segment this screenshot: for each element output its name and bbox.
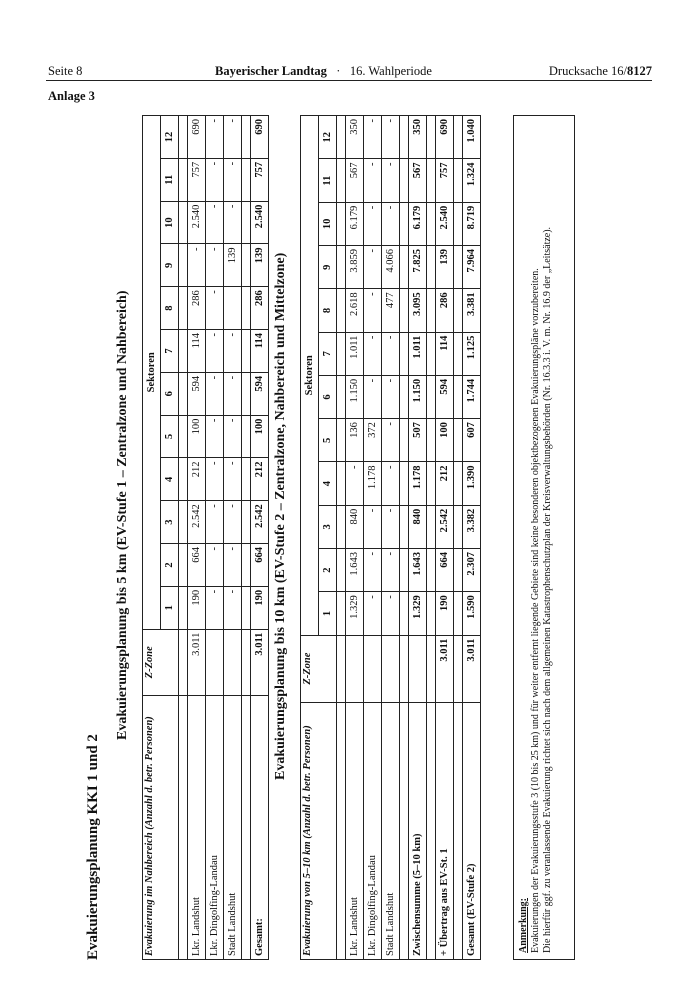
sector-value: -: [206, 458, 224, 501]
total-row: [463, 116, 481, 960]
sector-value: 212: [188, 458, 206, 501]
sector-value: 477: [382, 289, 400, 332]
sector-value: -: [224, 415, 242, 458]
sector-value: -: [346, 462, 364, 505]
sector-value: 1.590: [463, 592, 481, 635]
sector-value: -: [206, 415, 224, 458]
sector-number: 2: [319, 549, 337, 592]
table-spacer: [427, 116, 436, 960]
sector-value: -: [382, 419, 400, 462]
rotated-content: [85, 115, 615, 960]
table-row: [224, 116, 242, 960]
sector-value: 664: [188, 544, 206, 587]
sector-value: -: [224, 501, 242, 544]
sector-value: 190: [251, 586, 269, 629]
sector-number: 2: [161, 544, 179, 587]
sector-value: [224, 287, 242, 330]
sector-value: 100: [251, 415, 269, 458]
sector-value: 114: [436, 332, 454, 375]
zone-value: 3.011: [463, 635, 481, 702]
sector-value: 212: [436, 462, 454, 505]
row-label: Stadt Landshut: [382, 702, 400, 959]
sector-value: 2.542: [188, 501, 206, 544]
sector-value: 567: [409, 159, 427, 202]
table-spacer: [179, 116, 188, 960]
sector-value: 100: [436, 419, 454, 462]
sector-value: 1.040: [463, 116, 481, 159]
sector-number: 10: [319, 202, 337, 245]
note-line-2: Die hierfür ggf. zu veranlassende Evakuierung richtet sich nach dem allgemeinen Katastrophenschutzplan der Kreisverwaltungsbehörden (Nr. 16.3.3 i. V. m. Nr. 16.9 der „Leitsätze).: [542, 226, 553, 953]
total-row: [251, 116, 269, 960]
table1-zone-label: Z-Zone: [143, 629, 179, 695]
sector-value: -: [364, 549, 382, 592]
sector-value: 1.150: [409, 375, 427, 418]
sector-value: -: [382, 505, 400, 548]
sector-value: 2.307: [463, 549, 481, 592]
sector-value: -: [206, 586, 224, 629]
table-spacer: [242, 116, 251, 960]
sector-value: 664: [436, 549, 454, 592]
sector-value: 6.179: [409, 202, 427, 245]
table1-sectors-label: Sektoren: [143, 116, 161, 630]
sector-value: 567: [346, 159, 364, 202]
table-row: [188, 116, 206, 960]
sector-value: 114: [251, 330, 269, 373]
sector-value: 2.542: [436, 505, 454, 548]
sector-value: -: [364, 202, 382, 245]
sector-value: 507: [409, 419, 427, 462]
sector-value: -: [224, 458, 242, 501]
sector-value: -: [364, 159, 382, 202]
sector-value: 664: [251, 544, 269, 587]
sector-value: 1.329: [409, 592, 427, 635]
sector-number: 3: [161, 501, 179, 544]
sector-value: -: [382, 159, 400, 202]
sector-number: 1: [319, 592, 337, 635]
sector-value: 594: [188, 372, 206, 415]
publisher: Bayerischer Landtag: [215, 64, 327, 78]
sector-value: 190: [436, 592, 454, 635]
sector-value: 1.744: [463, 375, 481, 418]
sector-number: 4: [161, 458, 179, 501]
zone-value: [346, 635, 364, 702]
sector-value: -: [224, 586, 242, 629]
sector-value: -: [382, 116, 400, 159]
sector-value: 1.178: [364, 462, 382, 505]
doc-number: 8127: [627, 64, 652, 78]
table2-zone-label: Z-Zone: [301, 635, 337, 702]
sector-number: 7: [319, 332, 337, 375]
sector-number: 11: [161, 158, 179, 201]
zone-value: 3.011: [436, 635, 454, 702]
sector-value: 1.643: [409, 549, 427, 592]
row-label: Stadt Landshut: [224, 695, 242, 959]
sector-value: 594: [251, 372, 269, 415]
sector-value: 139: [251, 244, 269, 287]
sector-value: 286: [251, 287, 269, 330]
sector-number: 7: [161, 330, 179, 373]
sector-value: 1.011: [409, 332, 427, 375]
sector-value: -: [206, 116, 224, 159]
sector-number: 10: [161, 201, 179, 244]
sector-number: 5: [161, 415, 179, 458]
sector-value: 1.329: [346, 592, 364, 635]
sector-value: -: [364, 116, 382, 159]
table-spacer: [337, 116, 346, 960]
sector-number: 1: [161, 586, 179, 629]
zone-value: [224, 629, 242, 695]
subtotal-row: [409, 116, 427, 960]
sector-value: 1.324: [463, 159, 481, 202]
sector-value: -: [382, 592, 400, 635]
sector-value: -: [364, 592, 382, 635]
sector-value: -: [224, 158, 242, 201]
sector-value: 690: [251, 116, 269, 159]
sector-value: 350: [409, 116, 427, 159]
sector-value: -: [224, 116, 242, 159]
row-label: Gesamt (EV-Stufe 2): [463, 702, 481, 959]
sector-number: 3: [319, 505, 337, 548]
attachment-label: Anlage 3: [48, 89, 95, 103]
note-title: Anmerkung:: [518, 897, 529, 953]
sector-value: 2.540: [436, 202, 454, 245]
zone-value: [382, 635, 400, 702]
sector-value: 594: [436, 375, 454, 418]
sector-number: 4: [319, 462, 337, 505]
sector-value: -: [224, 544, 242, 587]
sector-value: 139: [436, 246, 454, 289]
row-label: Zwischensumme (5–10 km): [409, 702, 427, 959]
sector-value: -: [382, 332, 400, 375]
sector-value: 3.381: [463, 289, 481, 332]
sector-value: -: [224, 330, 242, 373]
note-box: [513, 115, 575, 960]
sector-value: -: [364, 332, 382, 375]
sector-value: 2.540: [188, 201, 206, 244]
sector-value: -: [382, 549, 400, 592]
table2-sectors-label: Sektoren: [301, 116, 319, 636]
sector-value: -: [364, 375, 382, 418]
sector-value: 212: [251, 458, 269, 501]
document-number: [549, 64, 652, 79]
sector-value: -: [206, 501, 224, 544]
sector-value: 757: [436, 159, 454, 202]
legislative-period: 16. Wahlperiode: [349, 64, 432, 78]
zone-value: [409, 635, 427, 702]
row-label: Lkr. Landshut: [188, 695, 206, 959]
row-label: Gesamt:: [251, 695, 269, 959]
sector-value: 136: [346, 419, 364, 462]
sector-number: 12: [161, 116, 179, 159]
sector-value: 607: [463, 419, 481, 462]
table-row: [382, 116, 400, 960]
sector-value: 690: [188, 116, 206, 159]
sector-value: 1.125: [463, 332, 481, 375]
header-rule: [46, 80, 652, 81]
sector-value: 8.719: [463, 202, 481, 245]
sector-number: 8: [319, 289, 337, 332]
page-number: Seite 8: [48, 64, 83, 78]
table-row: [346, 116, 364, 960]
row-label: + Übertrag aus EV-St. 1: [436, 702, 454, 959]
sector-value: 286: [188, 287, 206, 330]
sector-value: 1.178: [409, 462, 427, 505]
sector-value: -: [188, 244, 206, 287]
table-row: [364, 116, 382, 960]
sector-value: 690: [436, 116, 454, 159]
sector-value: 286: [436, 289, 454, 332]
sector-value: 2.618: [346, 289, 364, 332]
sector-value: 2.540: [251, 201, 269, 244]
sector-value: 7.825: [409, 246, 427, 289]
sector-value: -: [382, 462, 400, 505]
row-label: Lkr. Landshut: [346, 702, 364, 959]
zone-value: [206, 629, 224, 695]
doc-prefix: Drucksache 16/: [548, 64, 627, 78]
sector-value: -: [206, 330, 224, 373]
sector-number: 6: [319, 375, 337, 418]
sector-value: 4.066: [382, 246, 400, 289]
sector-value: 3.382: [463, 505, 481, 548]
sector-value: 100: [188, 415, 206, 458]
sector-value: 840: [409, 505, 427, 548]
sector-number: 8: [161, 287, 179, 330]
sector-value: 7.964: [463, 246, 481, 289]
sector-value: 2.542: [251, 501, 269, 544]
sector-value: 757: [251, 158, 269, 201]
sector-number: 12: [319, 116, 337, 159]
sector-number: 5: [319, 419, 337, 462]
zone-value: 3.011: [188, 629, 206, 695]
sector-value: 190: [188, 586, 206, 629]
sector-value: -: [206, 372, 224, 415]
sector-value: -: [364, 505, 382, 548]
sector-value: -: [364, 246, 382, 289]
sector-number: 9: [319, 246, 337, 289]
sector-value: 114: [188, 330, 206, 373]
sector-value: -: [206, 544, 224, 587]
sector-number: 6: [161, 372, 179, 415]
sector-value: 1.643: [346, 549, 364, 592]
row-label: Lkr. Dingolfing-Landau: [206, 695, 224, 959]
sector-value: 139: [224, 244, 242, 287]
carryover-row: [436, 116, 454, 960]
header-separator: ·: [336, 64, 341, 78]
table2-title: Evakuierungsplanung bis 10 km (EV-Stufe 2 – Zentralzone, Nahbereich und Mittelzone): [273, 252, 288, 780]
sector-value: 372: [364, 419, 382, 462]
zone-value: 3.011: [251, 629, 269, 695]
table1-head-label: Evakuierung im Nahbereich (Anzahl d. betr. Personen): [143, 695, 179, 959]
table-spacer: [400, 116, 409, 960]
sector-value: -: [382, 375, 400, 418]
sector-value: -: [224, 201, 242, 244]
table-row: [206, 116, 224, 960]
table1: [142, 115, 269, 960]
sector-value: 757: [188, 158, 206, 201]
sector-value: 3.859: [346, 246, 364, 289]
sector-value: -: [224, 372, 242, 415]
sector-value: 1.011: [346, 332, 364, 375]
table2: [300, 115, 481, 960]
table2-head-label: Evakuierung von 5–10 km (Anzahl d. betr. Personen): [301, 702, 337, 959]
sector-number: 11: [319, 159, 337, 202]
sector-number: 9: [161, 244, 179, 287]
sector-value: -: [206, 158, 224, 201]
sector-value: -: [206, 244, 224, 287]
zone-value: [364, 635, 382, 702]
table1-title: Evakuierungsplanung bis 5 km (EV-Stufe 1 – Zentralzone und Nahbereich): [115, 290, 130, 740]
row-label: Lkr. Dingolfing-Landau: [364, 702, 382, 959]
sector-value: 3.095: [409, 289, 427, 332]
sector-value: -: [206, 201, 224, 244]
table-spacer: [454, 116, 463, 960]
sector-value: 6.179: [346, 202, 364, 245]
header-center: [215, 64, 432, 79]
sector-value: -: [206, 287, 224, 330]
main-title: Evakuierungsplanung KKI 1 und 2: [85, 734, 101, 960]
note-line-1: Evakuierungen der Evakuierungsstufe 3 (10 bis 25 km) und für weiter entfernt liegende Gebiete sind keine besonderen objektbezogenen Evakuierungspläne vorzubereiten.: [530, 268, 541, 953]
sector-value: 1.150: [346, 375, 364, 418]
sector-value: -: [382, 202, 400, 245]
sector-value: 1.390: [463, 462, 481, 505]
sector-value: -: [364, 289, 382, 332]
sector-value: 350: [346, 116, 364, 159]
sector-value: 840: [346, 505, 364, 548]
